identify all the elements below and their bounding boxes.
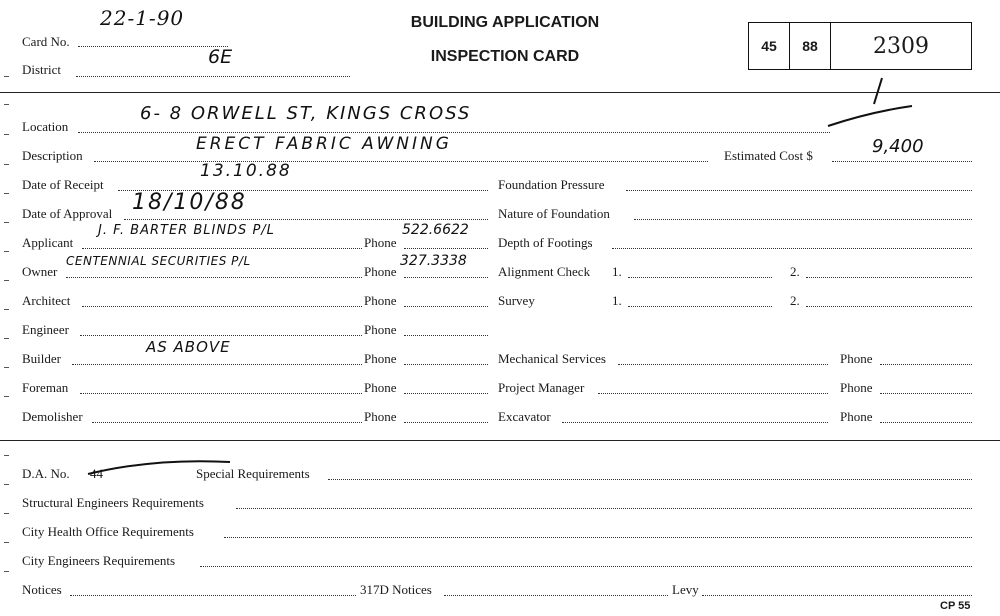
- margin-tick: [4, 76, 9, 77]
- date-of-receipt-value: 13.10.88: [200, 161, 292, 181]
- city-health-line: [224, 537, 972, 538]
- city-health-label: City Health Office Requirements: [22, 524, 194, 539]
- foreman-phone-label: Phone: [364, 380, 397, 395]
- margin-tick: [4, 571, 9, 572]
- mechanical-services-phone-label: Phone: [840, 351, 873, 366]
- footer-code: CP 55: [940, 600, 971, 612]
- survey-num2: 2.: [790, 293, 800, 308]
- survey-line2: [806, 306, 972, 307]
- demolisher-phone-line: [404, 422, 488, 423]
- city-engineers-line: [200, 566, 972, 567]
- notices-317d-line: [444, 595, 668, 596]
- survey-line1: [628, 306, 772, 307]
- margin-tick: [4, 280, 9, 281]
- alignment-check-num1: 1.: [612, 264, 622, 279]
- architect-label: Architect: [22, 293, 71, 308]
- mechanical-services-phone-line: [880, 364, 972, 365]
- margin-tick: [4, 542, 9, 543]
- applicant-label: Applicant: [22, 235, 74, 250]
- foreman-line: [80, 393, 362, 394]
- margin-tick: [4, 222, 9, 223]
- margin-tick: [4, 104, 9, 105]
- bottom-section-rule: [0, 440, 1000, 441]
- owner-phone-line: [404, 277, 488, 278]
- owner-phone-label: Phone: [364, 264, 397, 279]
- owner-label: Owner: [22, 264, 58, 279]
- card-no-line: [78, 46, 228, 47]
- builder-label: Builder: [22, 351, 61, 366]
- nature-of-foundation-line: [634, 219, 972, 220]
- excavator-label: Excavator: [498, 409, 551, 424]
- code-box-3: 2309: [830, 22, 972, 70]
- survey-num1: 1.: [612, 293, 622, 308]
- mechanical-services-line: [618, 364, 828, 365]
- alignment-check-num2: 2.: [790, 264, 800, 279]
- engineer-phone-line: [404, 335, 488, 336]
- depth-of-footings-line: [612, 248, 972, 249]
- code-box-1: 45: [748, 22, 790, 70]
- project-manager-line: [598, 393, 828, 394]
- margin-tick: [4, 396, 9, 397]
- alignment-check-line1: [628, 277, 772, 278]
- architect-phone-line: [404, 306, 488, 307]
- engineer-line: [80, 335, 362, 336]
- margin-tick: [4, 338, 9, 339]
- structural-engineers-label: Structural Engineers Requirements: [22, 495, 204, 510]
- estimated-cost-value: 9,400: [872, 136, 924, 157]
- demolisher-label: Demolisher: [22, 409, 83, 424]
- location-line: [78, 132, 830, 133]
- estimated-cost-label: Estimated Cost $: [724, 148, 813, 163]
- excavator-phone-line: [880, 422, 972, 423]
- alignment-check-line2: [806, 277, 972, 278]
- description-line: [94, 161, 708, 162]
- mechanical-services-label: Mechanical Services: [498, 351, 606, 366]
- card-no-label: Card No.: [22, 34, 70, 49]
- special-requirements-line: [328, 479, 972, 480]
- title-line-1: BUILDING APPLICATION: [410, 14, 600, 31]
- owner-line: [66, 277, 362, 278]
- depth-of-footings-label: Depth of Footings: [498, 235, 593, 250]
- survey-label: Survey: [498, 293, 535, 308]
- owner-phone-value: 327.3338: [400, 253, 467, 269]
- levy-line: [702, 595, 972, 596]
- notices-line: [70, 595, 356, 596]
- project-manager-label: Project Manager: [498, 380, 585, 395]
- owner-value: CENTENNIAL SECURITIES P/L: [66, 254, 251, 268]
- da-no-value: 44: [90, 466, 103, 481]
- foundation-pressure-line: [626, 190, 972, 191]
- structural-engineers-line: [236, 508, 972, 509]
- architect-phone-label: Phone: [364, 293, 397, 308]
- notices-label: Notices: [22, 582, 62, 597]
- date-of-receipt-label: Date of Receipt: [22, 177, 104, 192]
- margin-tick: [4, 484, 9, 485]
- handwritten-stroke: [820, 74, 920, 130]
- district-line: [76, 76, 350, 77]
- special-requirements-label: Special Requirements: [196, 466, 310, 481]
- excavator-phone-label: Phone: [840, 409, 873, 424]
- margin-tick: [4, 193, 9, 194]
- margin-tick: [4, 134, 9, 135]
- project-manager-phone-line: [880, 393, 972, 394]
- builder-line: [72, 364, 362, 365]
- title-line-2: INSPECTION CARD: [430, 48, 580, 65]
- estimated-cost-line: [832, 161, 972, 162]
- date-of-approval-line: [124, 219, 488, 220]
- margin-tick: [4, 455, 9, 456]
- foreman-label: Foreman: [22, 380, 69, 395]
- district-label: District: [22, 62, 61, 77]
- demolisher-phone-label: Phone: [364, 409, 397, 424]
- description-value: ERECT FABRIC AWNING: [196, 134, 452, 154]
- applicant-phone-line: [404, 248, 488, 249]
- margin-tick: [4, 367, 9, 368]
- date-of-approval-label: Date of Approval: [22, 206, 113, 221]
- location-value: 6- 8 ORWELL ST, KINGS CROSS: [140, 103, 472, 124]
- engineer-phone-label: Phone: [364, 322, 397, 337]
- levy-label: Levy: [672, 582, 699, 597]
- architect-line: [82, 306, 362, 307]
- code-box-2: 88: [789, 22, 831, 70]
- card-no-value: 22-1-90: [100, 6, 185, 30]
- builder-phone-label: Phone: [364, 351, 397, 366]
- builder-phone-line: [404, 364, 488, 365]
- applicant-phone-label: Phone: [364, 235, 397, 250]
- date-of-approval-value: 18/10/88: [132, 190, 247, 215]
- nature-of-foundation-label: Nature of Foundation: [498, 206, 610, 221]
- excavator-line: [562, 422, 828, 423]
- margin-tick: [4, 164, 9, 165]
- engineer-label: Engineer: [22, 322, 69, 337]
- builder-value: AS ABOVE: [146, 338, 231, 356]
- location-label: Location: [22, 119, 69, 134]
- margin-tick: [4, 513, 9, 514]
- project-manager-phone-label: Phone: [840, 380, 873, 395]
- foreman-phone-line: [404, 393, 488, 394]
- header-rule: [0, 92, 1000, 93]
- applicant-value: J. F. BARTER BLINDS P/L: [98, 223, 275, 238]
- applicant-line: [82, 248, 362, 249]
- da-no-label: D.A. No.: [22, 466, 70, 481]
- city-engineers-label: City Engineers Requirements: [22, 553, 176, 568]
- foundation-pressure-label: Foundation Pressure: [498, 177, 605, 192]
- margin-tick: [4, 309, 9, 310]
- description-label: Description: [22, 148, 83, 163]
- applicant-phone-value: 522.6622: [402, 222, 469, 238]
- margin-tick: [4, 251, 9, 252]
- alignment-check-label: Alignment Check: [498, 264, 591, 279]
- district-value: 6E: [208, 46, 233, 68]
- notices-317d-label: 317D Notices: [360, 582, 432, 597]
- demolisher-line: [92, 422, 362, 423]
